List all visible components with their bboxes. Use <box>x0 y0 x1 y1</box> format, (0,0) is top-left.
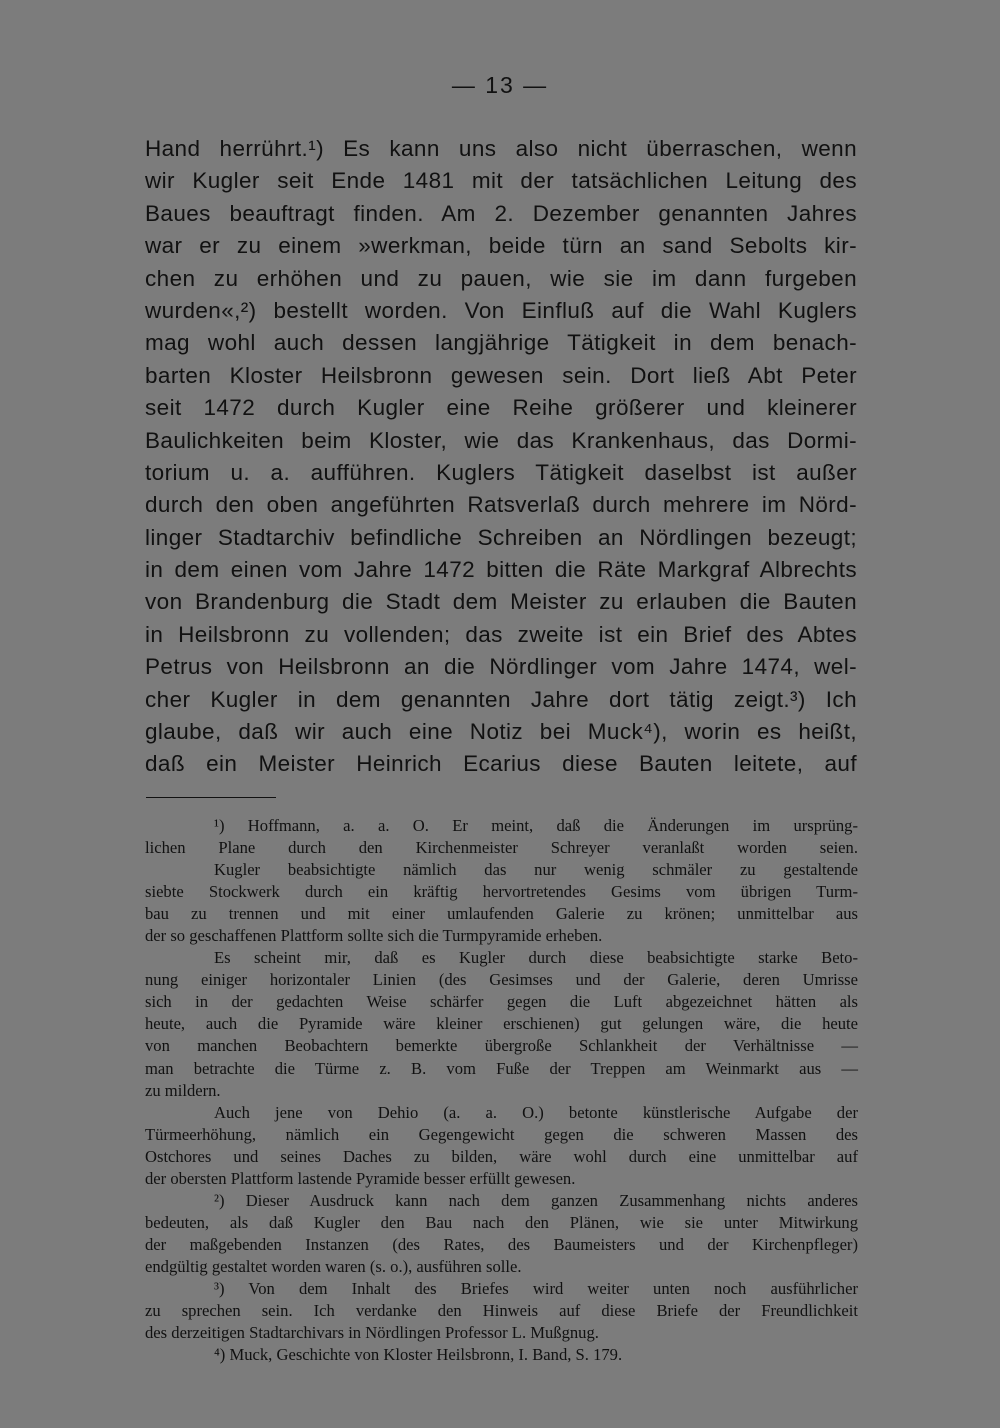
text-line: war er zu einem »werkman, beide türn an sand Sebolts kir- <box>145 233 857 259</box>
footnote-line: lichen Plane durch den Kirchenmeister Schreyer veranlaßt worden seien. <box>145 838 858 858</box>
footnote-line: endgültig gestaltet worden waren (s. o.), ausführen solle. <box>145 1256 522 1276</box>
footnotes <box>145 815 858 1366</box>
text-line: daß ein Meister Heinrich Ecarius diese Bauten leitete, auf <box>145 751 857 777</box>
text-line: glaube, daß wir auch eine Notiz bei Muck⁴), worin es heißt, <box>145 719 857 745</box>
footnote-line: sich in der gedachten Weise schärfer gegen die Luft abgezeichnet hätten als <box>145 992 858 1012</box>
text-line: torium u. a. aufführen. Kuglers Tätigkeit daselbst ist außer <box>145 459 857 485</box>
text-line: in Heilsbronn zu vollenden; das zweite ist ein Brief des Abtes <box>145 621 857 647</box>
footnote-line: des derzeitigen Stadtarchivars in Nördlingen Professor L. Mußgnug. <box>145 1323 599 1343</box>
text-line: Petrus von Heilsbronn an die Nördlinger vom Jahre 1474, wel- <box>145 654 857 680</box>
text-line: in dem einen vom Jahre 1472 bitten die Räte Markgraf Albrechts <box>145 557 857 583</box>
footnote-line: Ostchores und seines Daches zu bilden, wäre wohl durch eine unmittelbar auf <box>145 1146 858 1166</box>
text-line: mag wohl auch dessen langjährige Tätigkeit in dem benach- <box>145 330 857 356</box>
text-line: Hand herrührt.¹) Es kann uns also nicht überraschen, wenn <box>145 136 857 161</box>
footnote-line: Es scheint mir, daß es Kugler durch diese beabsichtigte starke Beto- <box>214 948 858 968</box>
footnote-line: nung einiger horizontaler Linien (des Gesimses und der Galerie, deren Umrisse <box>145 970 858 990</box>
footnote-line: der obersten Plattform lastende Pyramide besser erfüllt gewesen. <box>145 1168 576 1188</box>
text-line: seit 1472 durch Kugler eine Reihe größerer und kleinerer <box>145 395 857 421</box>
text-line: linger Stadtarchiv befindliche Schreiben an Nördlingen bezeugt; <box>145 524 857 550</box>
page-number: — 13 — <box>451 72 549 98</box>
text-line: Baues beauftragt finden. Am 2. Dezember genannten Jahres <box>145 200 857 226</box>
text-line: durch den oben angeführten Ratsverlaß durch mehrere im Nörd- <box>145 492 857 518</box>
footnote-line: bedeuten, als daß Kugler den Bau nach den Plänen, wie sie unter Mitwirkung <box>145 1212 858 1232</box>
text-line: von Brandenburg die Stadt dem Meister zu erlauben die Bauten <box>145 589 857 615</box>
footnote-rule <box>146 797 276 798</box>
footnote-line: siebte Stockwerk durch ein kräftig hervortretendes Gesims vom übrigen Turm- <box>145 882 858 902</box>
footnote-line: ¹) Hoffmann, a. a. O. Er meint, daß die Änderungen im ursprüng- <box>214 816 858 835</box>
main-text <box>145 133 857 781</box>
footnote-line: Kugler beabsichtigte nämlich das nur wenig schmäler zu gestaltende <box>214 860 858 880</box>
footnote-line: ³) Von dem Inhalt des Briefes wird weiter unten noch ausführlicher <box>214 1278 858 1298</box>
footnote-line: Türmeerhöhung, nämlich ein Gegengewicht gegen die schweren Massen des <box>145 1124 858 1144</box>
footnote-line: von manchen Beobachtern bemerkte übergroße Schlankheit der Verhältnisse — <box>145 1036 858 1056</box>
footnote-line: ⁴) Muck, Geschichte von Kloster Heilsbronn, I. Band, S. 179. <box>214 1345 623 1365</box>
text-line: chen zu erhöhen und zu pauen, wie sie im dann furgeben <box>145 265 857 291</box>
footnote-line: zu mildern. <box>145 1080 221 1100</box>
text-line: Baulichkeiten beim Kloster, wie das Krankenhaus, das Dormi- <box>145 427 857 453</box>
footnote-line: Auch jene von Dehio (a. a. O.) betonte künstlerische Aufgabe der <box>214 1102 858 1122</box>
footnote-line: ²) Dieser Ausdruck kann nach dem ganzen Zusammenhang nichts anderes <box>214 1190 858 1210</box>
text-line: wurden«,²) bestellt worden. Von Einfluß auf die Wahl Kuglers <box>145 297 857 323</box>
footnote-line: man betrachte die Türme z. B. vom Fuße der Treppen am Weinmarkt aus — <box>145 1058 858 1078</box>
footnote-line: zu sprechen sein. Ich verdanke den Hinweis auf diese Briefe der Freundlichkeit <box>145 1301 858 1321</box>
footnote-line: der so geschaffenen Plattform sollte sich die Turmpyramide erheben. <box>145 926 603 946</box>
text-line: wir Kugler seit Ende 1481 mit der tatsächlichen Leitung des <box>145 168 857 194</box>
footnote-line: heute, auch die Pyramide wäre kleiner erschienen) gut gelungen wäre, die heute <box>145 1014 858 1034</box>
footnote-line: bau zu trennen und mit einer umlaufenden Galerie zu krönen; unmittelbar aus <box>145 904 858 924</box>
text-line: barten Kloster Heilsbronn gewesen sein. Dort ließ Abt Peter <box>145 362 857 388</box>
text-line: cher Kugler in dem genannten Jahre dort tätig zeigt.³) Ich <box>145 686 857 712</box>
footnote-line: der maßgebenden Instanzen (des Rates, des Baumeisters und der Kirchenpfleger) <box>145 1234 858 1254</box>
